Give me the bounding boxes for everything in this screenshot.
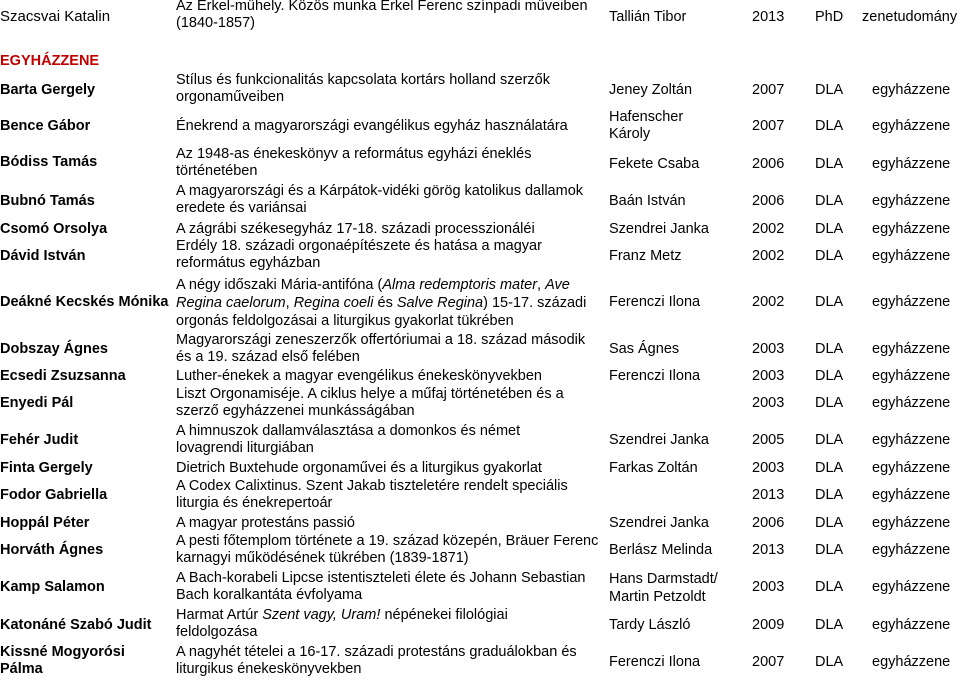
thesis-title: A nagyhét tételei a 16-17. századi protestáns graduálokban és liturgikus énekeskönyvekben [176,644,577,677]
thesis-title: Erdély 18. századi orgonaépítészete és hatása a magyar református egyházban [176,238,542,271]
year: 2006 [752,193,785,209]
year: 2006 [752,515,785,531]
field: egyházzene [872,542,951,558]
author-name: Enyedi Pál [0,395,74,411]
field: egyházzene [872,82,951,98]
degree: DLA [815,248,844,264]
field: egyházzene [872,118,951,134]
author-name: Szacsvai Katalin [0,8,111,25]
year: 2003 [752,460,785,476]
supervisor-name: Szendrei Janka [609,221,709,237]
field: egyházzene [872,654,951,670]
field: egyházzene [872,193,951,209]
supervisor-name: Sas Ágnes [609,341,680,357]
supervisor-name: Ferenczi Ilona [609,368,701,384]
field: egyházzene [872,368,951,384]
title-part: , [285,295,294,311]
thesis-title: Énekrend a magyarországi evangélikus egyház használatára [176,118,568,134]
field: egyházzene [872,460,951,476]
supervisor-name: Ferenczi Ilona [609,294,701,310]
year: 2013 [752,487,785,503]
author-name: Kamp Salamon [0,579,105,595]
field: egyházzene [872,432,951,448]
supervisor-name: Franz Metz [609,248,682,264]
title-part: és [373,295,397,311]
author-name: Ecsedi Zsuzsanna [0,368,126,384]
degree: DLA [815,294,844,310]
year: 2005 [752,432,785,448]
year: 2002 [752,248,785,264]
title-part-italic: Szent vagy, Uram! [262,607,381,623]
author-name: Kissné Mogyorósi Pálma [0,644,125,677]
degree: DLA [815,579,844,595]
year: 2013 [752,9,785,25]
thesis-title: Az Erkel-műhely. Közös munka Erkel Ferenc színpadi műveiben (1840-1857) [176,0,588,31]
title-part: A négy időszaki Mária-antifóna ( [176,277,383,293]
thesis-title: A magyar protestáns passió [176,515,355,531]
degree: DLA [815,395,844,411]
year: 2009 [752,617,785,633]
author-name: Deákné Kecskés Mónika [0,294,169,310]
thesis-title: Magyarországi zeneszerzők offertóriumai a 18. század második és a 19. század első felében [176,332,586,365]
supervisor-name: Jeney Zoltán [609,82,693,98]
degree: DLA [815,82,844,98]
thesis-title [176,607,536,641]
thesis-title: A pesti főtemplom története a 19. század közepén, Bräuer Ferenc karnagyi működésének tükrében (1839-1871) [176,533,599,566]
degree: DLA [815,432,844,448]
field: egyházzene [872,617,951,633]
year: 2003 [752,579,785,595]
author-name: Katonáné Szabó Judit [0,617,152,633]
year: 2013 [752,542,785,558]
supervisor-name: Farkas Zoltán [609,460,698,476]
author-name: Fodor Gabriella [0,487,108,503]
table-row [0,0,960,44]
field: egyházzene [872,579,951,595]
degree: DLA [815,515,844,531]
thesis-title: Dietrich Buxtehude orgonaművei és a liturgikus gyakorlat [176,460,542,476]
supervisor-name: Baán István [609,193,686,209]
title-part: , [537,277,546,293]
thesis-title: A Bach-korabeli Lipcse istentiszteleti élete és Johann Sebastian Bach koralkantáta évfolyama [176,570,586,603]
degree: PhD [815,9,844,25]
author-name: Fehér Judit [0,432,79,448]
thesis-title: Liszt Orgonamiséje. A ciklus helye a műfaj történetében és a szerző egyházzenei munkásságában [176,386,564,419]
field: egyházzene [872,395,951,411]
year: 2002 [752,294,785,310]
supervisor-name: Szendrei Janka [609,515,709,531]
degree: DLA [815,617,844,633]
year: 2003 [752,341,785,357]
supervisor-name: Tardy László [609,617,691,633]
author-name: Finta Gergely [0,460,93,476]
supervisor-name: Tallián Tibor [609,9,687,25]
field: egyházzene [872,487,951,503]
year: 2006 [752,156,785,172]
degree: DLA [815,118,844,134]
supervisor-name: Berlász Melinda [609,542,713,558]
title-part-italic: Salve Regina [396,295,484,311]
author-name: Csomó Orsolya [0,221,108,237]
thesis-title: Stílus és funkcionalitás kapcsolata kortárs holland szerzők orgonaműveiben [176,72,550,105]
thesis-title: Luther-énekek a magyar evengélikus énekeskönyvekben [176,368,542,384]
title-part: népénekei filológiai feldolgozása [176,607,508,640]
supervisor-name: Szendrei Janka [609,432,709,448]
year: 2002 [752,221,785,237]
thesis-title: A himnuszok dallamválasztása a domonkos és német lovagrendi liturgiában [176,423,521,456]
degree: DLA [815,368,844,384]
author-name: Hoppál Péter [0,515,90,531]
author-name: Bódiss Tamás [0,154,98,170]
field: egyházzene [872,156,951,172]
year: 2007 [752,82,785,98]
degree: DLA [815,654,844,670]
thesis-title [176,276,604,330]
title-part-italic: Alma redemptoris mater [382,277,538,293]
author-name: Dobszay Ágnes [0,341,108,357]
degree: DLA [815,542,844,558]
field: egyházzene [872,221,951,237]
field: egyházzene [872,341,951,357]
author-name: Bence Gábor [0,118,91,134]
supervisor-name: Ferenczi Ilona [609,654,701,670]
title-part-italic: Regina coeli [293,295,374,311]
supervisor-name: Hafenscher Károly [609,109,684,142]
supervisor-name: Hans Darmstadt/ Martin Petzoldt [609,571,718,605]
author-name: Horváth Ágnes [0,542,104,558]
thesis-title: A zágrábi székesegyház 17-18. századi processzionáléi [176,221,535,237]
year: 2003 [752,368,785,384]
title-part: ) 15-17. századi orgonás feldolgozásai a liturgikus gyakorlat tükrében [176,295,587,329]
title-part-italic: Ave Regina caelorum [176,277,570,311]
year: 2003 [752,395,785,411]
field: egyházzene [872,515,951,531]
thesis-title: A Codex Calixtinus. Szent Jakab tiszteletére rendelt speciális liturgia és énekrepertoár [176,478,568,511]
author-name: Barta Gergely [0,82,96,98]
degree: DLA [815,341,844,357]
section-title: EGYHÁZZENE [0,53,100,69]
year: 2007 [752,118,785,134]
year: 2007 [752,654,785,670]
supervisor-name: Fekete Csaba [609,156,700,172]
author-name: Dávid István [0,248,86,264]
field: zenetudomány [862,9,958,25]
degree: DLA [815,221,844,237]
degree: DLA [815,460,844,476]
degree: DLA [815,193,844,209]
degree: DLA [815,487,844,503]
thesis-title: Az 1948-as énekeskönyv a református egyházi éneklés történetében [176,146,532,179]
author-name: Bubnó Tamás [0,193,95,209]
thesis-title: A magyarországi és a Kárpátok-vidéki görög katolikus dallamok eredete és variánsai [176,183,584,216]
degree: DLA [815,156,844,172]
title-part: Harmat Artúr [176,607,263,623]
field: egyházzene [872,248,951,264]
field: egyházzene [872,294,951,310]
